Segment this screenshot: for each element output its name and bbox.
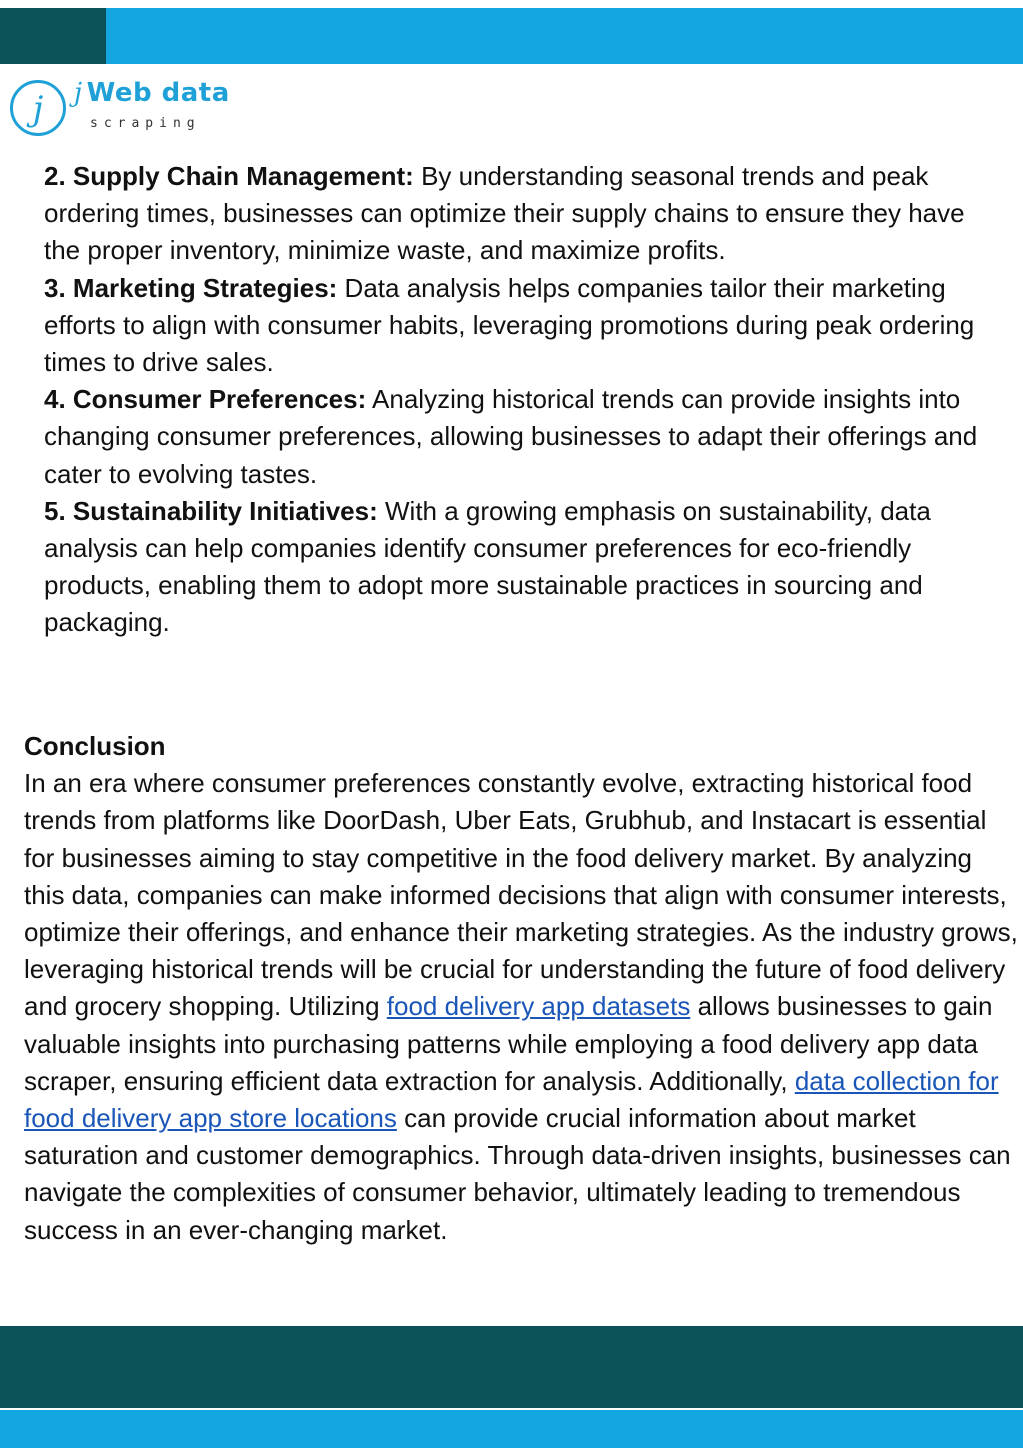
list-item-text: With a growing emphasis on sustainability, data analysis can help companies identify consumer preferences for eco-friendly products, enabling them to adopt more sustainable practices in sourcing and packaging. bbox=[44, 495, 931, 638]
logo-wordmark bbox=[74, 78, 230, 108]
iweb-data-scraping-logo bbox=[10, 76, 250, 146]
logo-wordmark-prefix: j bbox=[74, 78, 83, 108]
list-item-title: 2. Supply Chain Management: bbox=[44, 161, 414, 191]
list-item-title: 3. Marketing Strategies: bbox=[44, 272, 338, 303]
footer-band bbox=[0, 1326, 1023, 1448]
benefits-list bbox=[44, 158, 984, 642]
logo-tagline: scraping bbox=[90, 116, 201, 131]
header-band-blue-bar bbox=[106, 8, 1023, 64]
logo-mark: j bbox=[32, 89, 44, 129]
conclusion-text-part-1: In an era where consumer preferences constantly evolve, extracting historical food trends from platforms like DoorDash, Uber Eats, Grubhub, and Instacart is essential for businesses aiming to stay competitive in the food delivery market. By analyzing this data, companies can make informed decisions that align with consumer interests, optimize their offerings, and enhance their marketing strategies. As the industry grows, leveraging historical trends will be crucial for understanding the future of food delivery and grocery shopping. Utilizing bbox=[24, 768, 1018, 1022]
list-item bbox=[44, 158, 984, 270]
header-band-dark-block bbox=[0, 8, 106, 64]
conclusion-section bbox=[24, 728, 1019, 1249]
logo-circle-icon bbox=[10, 80, 66, 136]
data-collection-store-locations-link[interactable]: data collection for food delivery app store locations bbox=[24, 1065, 999, 1134]
conclusion-paragraph bbox=[24, 765, 1019, 1249]
list-item bbox=[44, 270, 984, 382]
list-item bbox=[44, 381, 984, 493]
list-item-text: Analyzing historical trends can provide insights into changing consumer preferences, allowing businesses to adapt their offerings and cater to evolving tastes. bbox=[44, 384, 978, 489]
food-delivery-app-datasets-link[interactable]: food delivery app datasets bbox=[386, 991, 691, 1022]
list-item bbox=[44, 493, 984, 642]
conclusion-text-part-2: allows businesses to gain valuable insights into purchasing patterns while employing a food delivery app data scraper, ensuring efficient data extraction for analysis. Additionally, bbox=[24, 991, 993, 1096]
logo-wordmark-name: Web data bbox=[86, 78, 230, 108]
conclusion-text-part-3: can provide crucial information about market saturation and customer demographics. Through data-driven insights, businesses can navigate the complexities of consumer behavior, ultimately leading to tremendous success in an ever-changing market. bbox=[24, 1103, 1011, 1245]
footer-band-dark bbox=[0, 1326, 1023, 1408]
list-item-text: Data analysis helps companies tailor their marketing efforts to align with consumer habits, leveraging promotions during peak ordering times to drive sales. bbox=[44, 272, 975, 378]
list-item-title: 4. Consumer Preferences: bbox=[44, 384, 367, 415]
header-band bbox=[0, 8, 1023, 64]
list-item-title: 5. Sustainability Initiatives: bbox=[44, 495, 378, 526]
conclusion-heading: Conclusion bbox=[24, 731, 166, 761]
footer-band-blue bbox=[0, 1410, 1023, 1448]
list-item-text: By understanding seasonal trends and peak ordering times, businesses can optimize their supply chains to ensure they have the proper inventory, minimize waste, and maximize profits. bbox=[44, 161, 965, 266]
